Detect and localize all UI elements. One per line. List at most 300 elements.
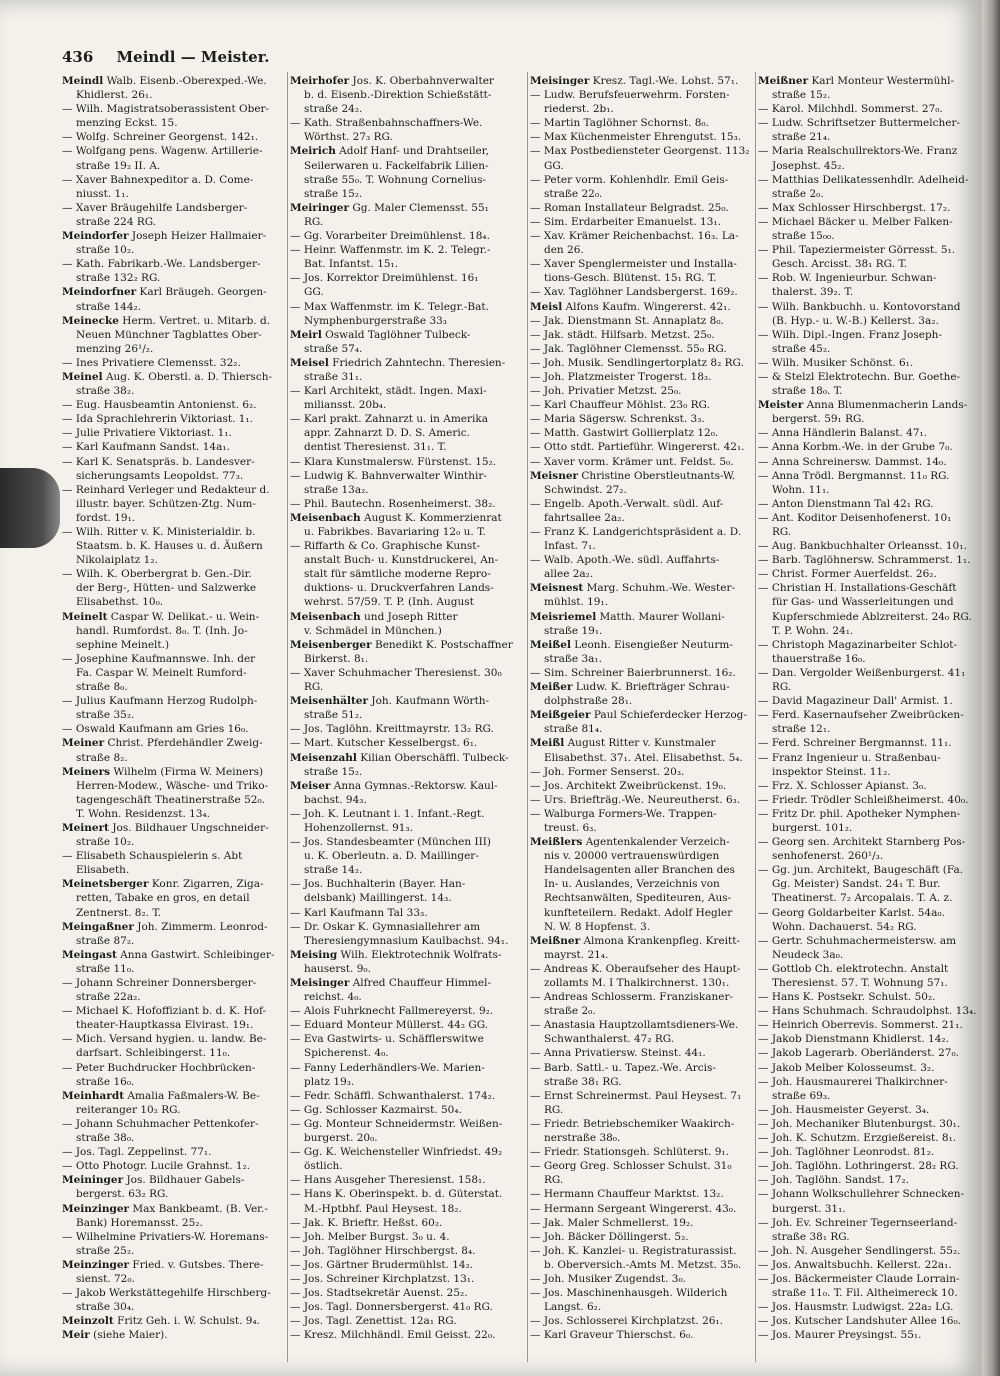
directory-line: Meisel Friedrich Zahntechn. Theresien- (290, 356, 506, 369)
directory-line: hauserst. 9₀. (304, 962, 371, 975)
directory-line: straße 132₂ RG. (76, 272, 161, 285)
directory-line: — Xav. Krämer Reichenbachst. 16₃. La- (530, 230, 739, 243)
directory-line: — Walb. Apoth.-We. südl. Auffahrts- (530, 554, 720, 567)
directory-line: dolphstraße 28₁. (544, 695, 633, 708)
directory-line: mühlst. 19₁. (544, 596, 609, 609)
directory-line: — Anna Schreinersw. Dammst. 14₀. (758, 455, 947, 468)
directory-line: Meingast Anna Gastwirt. Schleibinger- (62, 948, 275, 961)
directory-line: — Hermann Sergeant Wingererst. 43₀. (530, 1202, 737, 1215)
directory-line: — Anastasia Hauptzollamtsdieners-We. (530, 1019, 739, 1032)
page-header (62, 48, 269, 66)
page-number: 436 (62, 48, 94, 66)
directory-line: bergerst. 59₁ RG. (772, 413, 865, 426)
directory-line: straße 3a₁. (544, 652, 602, 665)
directory-line: straße 15₂. (772, 89, 831, 102)
directory-line: Meisenbach und Joseph Ritter (290, 610, 458, 623)
directory-line: Meirhofer Jos. K. Oberbahnverwalter (290, 75, 494, 87)
directory-line: — Joh. Platzmeister Trogerst. 18₃. (530, 370, 712, 383)
directory-line: straße 22₀. (544, 187, 603, 200)
directory-line: straße 31₁. (304, 370, 363, 383)
directory-line: straße 45₂. (772, 342, 831, 355)
directory-line: — Johann Wolkschullehrer Schnecken- (758, 1188, 965, 1201)
directory-line: niusst. 1₁. (76, 187, 129, 200)
directory-line: Spicherenst. 4₀. (304, 1047, 389, 1060)
directory-line: — Max Schlosser Hirschbergst. 17₂. (758, 201, 951, 214)
directory-line: für Gas- und Wasserleitungen und (772, 596, 954, 609)
directory-line: Fa. Caspar W. Meinelt Rumford- (76, 666, 247, 679)
directory-line: Wohn. 11₁. (772, 483, 830, 496)
directory-line: In- u. Auslandes, Verzeichnis von (544, 878, 720, 891)
directory-line: straße 19₂ II. A. (76, 159, 161, 172)
directory-line: Theatinerst. 7₂ Arcopalais. T. A. z. (772, 892, 953, 905)
directory-line: Meißlers Agentenkalender Verzeich- (530, 836, 730, 849)
directory-line: Meisenhälter Joh. Kaufmann Wörth- (290, 695, 490, 708)
directory-line: straße 21₄. (772, 131, 831, 144)
directory-line: Meinecke Herm. Vertret. u. Mitarb. d. (62, 314, 271, 327)
directory-line: Josephst. 45₂. (772, 159, 845, 172)
directory-line: straße 8₀. (76, 681, 128, 694)
directory-line: GG. (304, 286, 324, 299)
directory-line: — Wilh. K. Oberbergrat b. Gen.-Dir. (62, 568, 252, 581)
directory-line: M.-Hptbhf. Paul Heysest. 18₂. (304, 1202, 462, 1215)
directory-line: — Jos. Tagl. Zenettist. 12a₁ RG. (290, 1315, 457, 1328)
directory-line: — Joh. Taglöhner Hirschbergst. 8₄. (290, 1244, 476, 1257)
directory-line: sicherungsamts Leopoldst. 77₃. (76, 469, 244, 482)
directory-line: Meißer Ludw. K. Briefträger Schrau- (530, 681, 730, 694)
directory-line: reiteranger 10₂ RG. (76, 1103, 181, 1116)
directory-line: — Karol. Milchhdl. Sommerst. 27₀. (758, 103, 943, 116)
directory-line: — Fedr. Schäffl. Schwanthalerst. 174₂. (290, 1089, 496, 1102)
directory-line: u. Fabrikbes. Bavariaring 12₀ u. T. (304, 526, 486, 538)
directory-line: — Mich. Versand hygien. u. landw. Be- (62, 1033, 267, 1046)
directory-line: — Ludwig K. Bahnverwalter Winthir- (290, 469, 487, 482)
directory-line: bachst. 94₃. (304, 793, 367, 806)
directory-line: — Fritz Dr. phil. Apotheker Nymphen- (758, 807, 961, 820)
directory-line: — Jos. Maurer Preysingst. 55₁. (758, 1329, 922, 1342)
directory-line: — Hans K. Oberinspekt. b. d. Güterstat. (290, 1188, 503, 1201)
directory-line: nerstraße 38₀. (544, 1132, 621, 1145)
directory-line: Rechtsanwälten, Spediteuren, Aus- (544, 892, 732, 905)
directory-line: — Xaver Spenglermeister und Installa- (530, 258, 737, 271)
directory-line: Neuen Münchner Tagblattes Ober- (76, 328, 262, 341)
directory-line: — Anton Dienstmann Tal 42₁ RG. (758, 497, 934, 510)
directory-line: b. Oberversich.-Amts M. Metzst. 35₀. (544, 1258, 742, 1271)
directory-line: senhofenerst. 260¹/₃. (772, 850, 884, 863)
directory-line: — Joh. Bäcker Döllingerst. 5₂. (530, 1230, 689, 1243)
directory-line: — Jos. Gärtner Brudermühlst. 14₂. (290, 1258, 474, 1271)
directory-line: Neudeck 3a₀. (772, 948, 844, 961)
directory-line: — Joh. Taglöhn. Lothringerst. 28₂ RG. (758, 1160, 959, 1173)
directory-line: — Maria Realschullrektors-We. Franz (758, 145, 958, 158)
directory-line: Hohenzollernst. 91₃. (304, 821, 413, 834)
directory-line: Meinzolt Fritz Geh. i. W. Schulst. 9₄. (62, 1315, 260, 1328)
directory-line: Meißel Leonh. Eisengießer Neuturm- (530, 638, 733, 651)
directory-line: Meisenbach August K. Kommerzienrat (290, 511, 502, 524)
directory-line: — Georg Goldarbeiter Karlst. 54a₀. (758, 906, 945, 919)
directory-line: — Hans K. Postsekr. Schulst. 50₂. (758, 991, 936, 1004)
directory-line: — Gg. Vorarbeiter Dreimühlenst. 18₄. (290, 230, 490, 243)
directory-line: — Aug. Bankbuchhalter Orleansst. 10₁. (758, 540, 967, 553)
directory-line: — Xaver Schuhmacher Theresienst. 30₀ (290, 666, 502, 679)
directory-line: — Wolfgang pens. Wagenw. Artillerie- (62, 145, 263, 158)
directory-line: Meiringer Gg. Maler Clemensst. 55₁ (290, 201, 489, 214)
directory-line: allee 2a₂. (544, 568, 594, 581)
directory-line: — Joh. Melber Burgst. 3₀ u. 4. (290, 1230, 450, 1243)
directory-line: — Anna Privatiersw. Steinst. 44₁. (530, 1047, 706, 1060)
directory-line: Theresiengymnasium Kaulbachst. 94₁. (304, 934, 509, 947)
directory-line: — Hans Schuhmach. Schraudolphst. 13₄. (758, 1005, 977, 1018)
directory-line: — Jos. Tagl. Zeppelinst. 77₁. (62, 1146, 212, 1159)
directory-line: — Jak. Dienstmann St. Annaplatz 8₀. (530, 314, 724, 327)
directory-line: Meinel Aug. K. Oberstl. a. D. Thiersch- (62, 370, 273, 383)
directory-line: — Julie Privatiere Viktoriast. 1₁. (62, 427, 232, 440)
directory-line: — Joh. Taglöhn. Sandst. 17₂. (758, 1174, 909, 1187)
book-gutter-edge (982, 0, 1000, 1376)
directory-line: — Fanny Lederhändlers-We. Marien- (290, 1061, 485, 1074)
directory-line: Meisl Alfons Kaufm. Wingererst. 42₁. (530, 300, 731, 313)
directory-line: — Joh. Musiker Zugendst. 3₀. (530, 1272, 686, 1285)
directory-line: — Klara Kunstmalersw. Fürstenst. 15₂. (290, 455, 497, 468)
directory-line: Meisenberger Benedikt K. Postschaffner (290, 638, 513, 651)
directory-line: — Jos. Buchhalterin (Bayer. Han- (290, 878, 466, 891)
directory-line: Elisabeth. (76, 864, 130, 877)
directory-line: b. d. Eisenb.-Direktion Schießstätt- (304, 89, 492, 102)
directory-line: — Joh. Privatier Metzst. 25₀. (530, 385, 682, 398)
directory-line: — Heinrich Oberrevis. Sommerst. 21₁. (758, 1019, 963, 1032)
directory-line: straße 19₁. (544, 624, 603, 637)
directory-line: — Rob. W. Ingenieurbur. Schwan- (758, 272, 937, 285)
directory-line: — Josephine Kaufmannswe. Inh. der (62, 652, 256, 665)
directory-line: Birkerst. 8₁. (304, 652, 369, 665)
directory-line: straße 81₄. (544, 723, 603, 736)
directory-line: Seilerwaren u. Fackelfabrik Lilien- (304, 159, 489, 172)
directory-line: straße 24₂. (304, 103, 363, 116)
directory-line: — Otto stdt. Partieführ. Wingererst. 42₁. (530, 441, 745, 454)
directory-line: straße 25₂. (76, 1244, 135, 1257)
directory-line: — Frz. X. Schlosser Apianst. 3₀. (758, 779, 927, 792)
directory-line: sienst. 72₀. (76, 1272, 135, 1285)
directory-line: Meisinger Kresz. Tagl.-We. Lohst. 57₁. (530, 75, 739, 87)
directory-line: — Dr. Oskar K. Gymnasiallehrer am (290, 920, 481, 933)
directory-line: — Joh. K. Schutzm. Erzgießereist. 8₁. (758, 1132, 957, 1145)
directory-line: — Jos. Kutscher Landshuter Allee 16₀. (758, 1315, 962, 1328)
directory-line: — Jak. Maler Schmellerst. 19₂. (530, 1216, 694, 1229)
directory-line: — Hermann Chauffeur Marktst. 13₂. (530, 1188, 724, 1201)
directory-line: Meister Anna Blumenmacherin Lands- (758, 399, 968, 412)
directory-line: — Gottlob Ch. elektrotechn. Anstalt (758, 962, 949, 975)
directory-line: — Ida Sprachlehrerin Viktoriast. 1₁. (62, 413, 253, 426)
directory-line: burgerst. 101₂. (772, 821, 853, 834)
directory-line: straße 57₄. (304, 342, 363, 355)
directory-line: straße 35₂. (76, 709, 135, 722)
directory-line: — Phil. Tapeziermeister Görresst. 5₁. (758, 244, 956, 257)
directory-line: — Friedr. Betriebschemiker Waakirch- (530, 1117, 735, 1130)
directory-line: wehrst. 57/59. T. P. (Inh. August (304, 596, 474, 609)
directory-line: stalt für sämtliche moderne Repro- (304, 568, 491, 581)
directory-line: Meisnest Marg. Schuhm.-We. Wester- (530, 582, 736, 595)
directory-line: straße 16₀. (76, 1075, 135, 1088)
directory-line: Meinelt Caspar W. Delikat.- u. Wein- (62, 610, 260, 623)
directory-line: fordst. 19₁. (76, 511, 136, 524)
directory-line: Nymphenburgerstraße 33₃ (304, 314, 448, 327)
directory-line: — Joh. N. Ausgeher Sendlingerst. 55₂. (758, 1244, 961, 1257)
directory-line: — Anna Händlerin Balanst. 47₁. (758, 427, 928, 440)
directory-line: — Ernst Schreinermst. Paul Heysest. 7₁ (530, 1089, 742, 1102)
directory-line: — Jakob Dienstmann Khidlerst. 14₂. (758, 1033, 949, 1046)
directory-line: — Hans Ausgeher Theresienst. 158₁. (290, 1174, 486, 1187)
directory-line: — Johann Schuhmacher Pettenkofer- (62, 1117, 259, 1130)
directory-line: Langst. 6₂. (544, 1301, 602, 1314)
directory-line: Bank) Horemansst. 25₂. (76, 1216, 203, 1229)
directory-line: — Friedr. Stationsgeh. Schlüterst. 9₁. (530, 1146, 729, 1159)
directory-line: — Christ. Former Auerfeldst. 26₂. (758, 568, 937, 581)
directory-line: — Matthias Delikatessenhdlr. Adelheid- (758, 173, 969, 186)
directory-line: menzing Eckst. 15. (76, 117, 178, 130)
directory-line: — Xav. Taglöhner Landsbergerst. 169₂. (530, 286, 738, 299)
directory-line: Meiner Christ. Pferdehändler Zweig- (62, 737, 263, 750)
directory-line: straße 15₂. (304, 187, 363, 200)
directory-line: treust. 6₃. (544, 821, 597, 834)
directory-line: platz 19₃. (304, 1075, 355, 1088)
directory-line: RG. (304, 681, 324, 694)
directory-column-3 (530, 74, 754, 1359)
directory-line: T. P. Wohn. 24₁. (772, 624, 854, 637)
directory-line: — Andreas K. Oberaufseher des Haupt- (530, 962, 741, 975)
directory-line: — Jak. städt. Hilfsarb. Metzst. 25₀. (530, 328, 715, 341)
directory-line: theater-Hauptkassa Elvirast. 19₁. (76, 1019, 254, 1032)
directory-line: — Jakob Melber Kolosseumst. 3₂. (758, 1061, 935, 1074)
directory-line: appr. Zahnarzt D. D. S. Americ. (304, 427, 470, 440)
directory-line: — Julius Kaufmann Herzog Rudolph- (62, 695, 258, 708)
directory-line: Meir (siehe Maier). (62, 1329, 168, 1342)
directory-line: — Jakob Werkstättegehilfe Hirschberg- (62, 1287, 271, 1300)
directory-line: thalerst. 39₂. T. (772, 286, 854, 299)
directory-line: — Gg. Schlosser Kazmairst. 50₄. (290, 1103, 462, 1116)
directory-line: — Karl K. Senatspräs. b. Landesver- (62, 455, 255, 468)
directory-line: straße 11₀. (76, 962, 135, 975)
directory-line: Meiners Wilhelm (Firma W. Meiners) (62, 765, 264, 778)
directory-line: — Peter Buchdrucker Hochbrücken- (62, 1061, 256, 1074)
directory-line: — Otto Photogr. Lucile Grahnst. 1₂. (62, 1160, 251, 1173)
directory-line: Wörthst. 27₃ RG. (304, 131, 393, 144)
directory-line: Gg. Meister) Sandst. 24₁ T. Bur. (772, 878, 941, 891)
directory-line: — Joh. Ev. Schreiner Tegernseerland- (758, 1216, 958, 1229)
directory-line: straße 51₂. (304, 709, 363, 722)
directory-line: RG. (304, 215, 324, 228)
directory-line: duktions- u. Druckverfahren Lands- (304, 582, 494, 595)
directory-line: Nikolaiplatz 1₂. (76, 554, 158, 567)
directory-line: — Xaver vorm. Krämer unt. Feldst. 5₀. (530, 455, 734, 468)
directory-line: — Gg. jun. Architekt, Baugeschäft (Fa. (758, 864, 964, 877)
directory-line: — Max Waffenmstr. im K. Telegr.-Bat. (290, 300, 489, 313)
directory-line: kunfteteilern. Redakt. Adolf Hegler (544, 906, 733, 919)
directory-line: — Karl Graveur Thierschst. 6₀. (530, 1329, 694, 1342)
directory-line: Theresienst. 57. T. Wohnung 57₁. (772, 977, 948, 989)
directory-line: delsbank) Maillingerst. 14₃. (304, 892, 452, 905)
directory-line: — Alois Fuhrknecht Fallmereyerst. 9₂. (290, 1005, 494, 1018)
directory-line: — Phil. Bautechn. Rosenheimerst. 38₂. (290, 497, 496, 510)
directory-line: Meisinger Alfred Chauffeur Himmel- (290, 977, 492, 989)
directory-line: — Elisabeth Schauspielerin s. Abt (62, 850, 243, 863)
directory-line: straße 38₀. (76, 1132, 135, 1145)
directory-line: — David Magazineur Dall' Armist. 1. (758, 695, 953, 708)
directory-line: — Sim. Schreiner Baierbrunnerst. 16₂. (530, 666, 736, 679)
directory-line: RG. (544, 1174, 564, 1187)
directory-line: straße 13a₂. (304, 483, 369, 496)
directory-line: Herren-Modew., Wäsche- und Triko- (76, 779, 269, 792)
directory-line: — Ant. Koditor Deisenhofenerst. 10₁ (758, 511, 952, 524)
directory-line: den 26. (544, 244, 584, 257)
directory-line: reichst. 4₀. (304, 991, 362, 1004)
directory-line: Meinetsberger Konr. Zigarren, Ziga- (62, 878, 264, 891)
directory-line: Schwanthalerst. 47₂ RG. (544, 1033, 675, 1046)
directory-line: — Jos. Architekt Zweibrückenst. 19₀. (530, 779, 727, 792)
directory-line: — Matth. Gastwirt Gollierplatz 12₀. (530, 427, 719, 440)
directory-line: fahrtsallee 2a₂. (544, 511, 625, 524)
directory-line: — Jak. K. Brieftr. Heßst. 60₂. (290, 1216, 443, 1229)
directory-line: — Jos. Taglöhn. Kreittmayrstr. 13₂ RG. (290, 723, 494, 736)
directory-line: — Kath. Fabrikarb.-We. Landsberger- (62, 258, 261, 271)
column-rule (755, 72, 756, 1362)
directory-line: Meisenzahl Kilian Oberschäffl. Tulbeck- (290, 751, 509, 764)
page-clip (0, 468, 60, 548)
directory-line: mayrst. 21₄. (544, 948, 609, 961)
directory-line: — Eug. Hausbeamtin Antonienst. 6₂. (62, 399, 257, 412)
directory-line: Elisabethst. 10₀. (76, 596, 164, 609)
directory-line: handl. Rumfordst. 8₀. T. (Inh. Jo- (76, 624, 248, 637)
directory-line: — Wilh. Dipl.-Ingen. Franz Joseph- (758, 328, 942, 341)
directory-line: Zentnerst. 8₂. T. (76, 906, 162, 919)
directory-line: — Ludw. Berufsfeuerwehrm. Forsten- (530, 89, 730, 102)
directory-line: — Reinhard Verleger und Redakteur d. (62, 483, 270, 496)
directory-line: — Joh. K. Leutnant i. 1. Infant.-Regt. (290, 807, 485, 820)
directory-line: straße 87₂. (76, 934, 135, 947)
directory-line: inspektor Steinst. 11₂. (772, 765, 891, 778)
directory-line: — Wilh. Bankbuchh. u. Kontovorstand (758, 300, 961, 313)
running-head: Meindl — Meister. (116, 48, 270, 66)
directory-line: — Ferd. Kasernaufseher Zweibrücken- (758, 709, 964, 722)
directory-line: riederst. 2b₁. (544, 103, 614, 116)
directory-line: — Gg. K. Weichensteller Winfriedst. 49₂ (290, 1146, 503, 1159)
directory-line: — Michael Bäcker u. Melber Falken- (758, 215, 953, 228)
directory-line: tions-Gesch. Blütenst. 15₁ RG. T. (544, 272, 717, 285)
directory-line: Meindl Walb. Eisenb.-Oberexped.-We. (62, 75, 267, 87)
directory-line: Meisriemel Matth. Maurer Wollani- (530, 610, 725, 623)
directory-line: — Joh. Musik. Sendlingertorplatz 8₂ RG. (530, 356, 744, 369)
directory-line: — Joh. Former Senserst. 20₃. (530, 765, 685, 778)
directory-line: — Joh. Hausmeister Geyerst. 3₄. (758, 1103, 930, 1116)
column-rule (287, 72, 288, 1362)
directory-line: Meinert Jos. Bildhauer Ungschneider- (62, 821, 269, 834)
directory-line: straße 10₂. (76, 244, 135, 257)
directory-line: RG. (772, 526, 792, 538)
directory-line: Meißl August Ritter v. Kunstmaler (530, 737, 716, 750)
directory-line: — Jakob Lagerarb. Oberländerst. 27₀. (758, 1047, 960, 1060)
directory-line: — & Stelzl Elektrotechn. Bur. Goethe- (758, 370, 961, 383)
directory-line: — Anna Trödl. Bergmannst. 11₀ RG. (758, 469, 950, 482)
directory-line: Meindorfer Joseph Heizer Hallmaier- (62, 230, 267, 243)
directory-line: — Jos. Korrektor Dreimühlenst. 16₁ (290, 272, 479, 285)
directory-line: — Oswald Kaufmann am Gries 16₀. (62, 723, 249, 736)
directory-line: straße 38₁ RG. (772, 1230, 850, 1243)
directory-line: — Max Postbediensteter Georgenst. 113₂ (530, 145, 750, 158)
directory-line: illustr. bayer. Schützen-Ztg. Num- (76, 497, 256, 510)
directory-line: — Franz K. Landgerichtspräsident a. D. (530, 526, 742, 538)
directory-line: — Roman Installateur Belgradst. 25₀. (530, 201, 729, 214)
directory-line: — Jos. Bäckermeister Claude Lorrain- (758, 1272, 960, 1285)
directory-line: Kupferschmiede Ablzreiterst. 24₀ RG. (772, 610, 972, 623)
directory-line: Elisabethst. 37₁. Atel. Elisabethst. 5₄. (544, 751, 743, 764)
directory-line: tagengeschäft Theatinerstraße 52₀. (76, 793, 266, 806)
directory-line: — Jos. Schlosserei Kirchplatzst. 26₁. (530, 1315, 724, 1328)
directory-line: — Eduard Monteur Müllerst. 44₂ GG. (290, 1019, 489, 1032)
directory-line: — Wilh. Musiker Schönst. 6₁. (758, 356, 914, 369)
directory-line: Meißgeier Paul Schieferdecker Herzog- (530, 709, 747, 722)
directory-line: — Barb. Sattl.- u. Tapez.-We. Arcis- (530, 1061, 716, 1074)
directory-line: Staatsm. b. K. Hauses u. d. Äußern (76, 540, 263, 553)
directory-line: Meirich Adolf Hanf- und Drahtseiler, (290, 145, 489, 158)
directory-line: zollamts M. I Thalkirchnerst. 130₁. (544, 977, 730, 989)
directory-line: — Andreas Schlosserm. Franziskaner- (530, 991, 734, 1004)
directory-line: — Eva Gastwirts- u. Schäfflerswitwe (290, 1033, 484, 1046)
directory-line: Meininger Jos. Bildhauer Gabels- (62, 1174, 245, 1187)
directory-line: — Urs. Briefträg.-We. Neureutherst. 6₃. (530, 793, 741, 806)
column-rule (527, 72, 528, 1362)
directory-line: — Jos. Schreiner Kirchplatzst. 13₁. (290, 1272, 475, 1285)
directory-line: straße 14₂. (304, 864, 363, 877)
directory-line: straße 30₄. (76, 1301, 135, 1314)
directory-line: straße 12₁. (772, 723, 831, 736)
directory-line: östlich. (304, 1160, 343, 1173)
directory-line: GG. (544, 159, 564, 172)
directory-line: Bat. Infantst. 15₁. (304, 258, 399, 271)
directory-line: — Xaver Bräugehilfe Landsberger- (62, 201, 248, 214)
directory-line: — Engelb. Apoth.-Verwalt. südl. Auf- (530, 497, 724, 510)
directory-line: — Jos. Standesbeamter (München III) (290, 836, 492, 849)
directory-line: RG. (772, 681, 792, 694)
directory-line: — Barb. Taglöhnersw. Schrammerst. 1₁. (758, 554, 971, 567)
directory-line: — Christoph Magazinarbeiter Schlot- (758, 638, 958, 651)
directory-line: — Maria Sägersw. Schrenkst. 3₃. (530, 413, 705, 426)
directory-line: Schwindst. 27₂. (544, 483, 627, 496)
directory-line: — Joh. Taglöhner Leonrodst. 81₂. (758, 1146, 935, 1159)
directory-line: — Wolfg. Schreiner Georgenst. 142₁. (62, 131, 259, 144)
directory-line: Meindorfner Karl Bräugeh. Georgen- (62, 286, 267, 299)
directory-line: straße 69₃. (772, 1089, 831, 1102)
directory-line: Handelsagenten aller Branchen des (544, 864, 735, 877)
directory-line: — Joh. K. Kanzlei- u. Registraturassist. (530, 1244, 737, 1257)
directory-line: T. Wohn. Residenzst. 13₄. (76, 807, 211, 820)
directory-line: — Gg. Monteur Schneidermstr. Weißen- (290, 1117, 503, 1130)
directory-line: — Karl Chauffeur Möhlst. 23₀ RG. (530, 399, 710, 412)
directory-line: — Joh. Hausmaurerei Thalkirchner- (758, 1075, 948, 1088)
directory-line: — Franz Ingenieur u. Straßenbau- (758, 751, 941, 764)
directory-line: — Riffarth & Co. Graphische Kunst- (290, 540, 481, 553)
directory-line: straße 38₂. (76, 385, 135, 398)
directory-line: Meingaßner Joh. Zimmerm. Leonrod- (62, 920, 268, 933)
directory-line: straße 15₀₀. (772, 230, 835, 243)
directory-line: Meißner Almona Krankenpfleg. Kreitt- (530, 934, 741, 947)
directory-line: straße 38₁ RG. (544, 1075, 622, 1088)
directory-line: Meisner Christine Oberstleutnants-W. (530, 469, 736, 482)
directory-line: — Johann Schreiner Donnersberger- (62, 977, 257, 989)
directory-line: darfsart. Schleibingerst. 11₀. (76, 1047, 231, 1060)
directory-line: — Max Küchenmeister Ehrengutst. 15₃. (530, 131, 742, 144)
directory-line: Infast. 7₁. (544, 540, 596, 553)
directory-line: Meising Wilh. Elektrotechnik Wolfrats- (290, 948, 502, 961)
directory-line: — Gertr. Schuhmachermeistersw. am (758, 934, 957, 947)
directory-line: — Christian H. Installations-Geschäft (758, 582, 957, 595)
